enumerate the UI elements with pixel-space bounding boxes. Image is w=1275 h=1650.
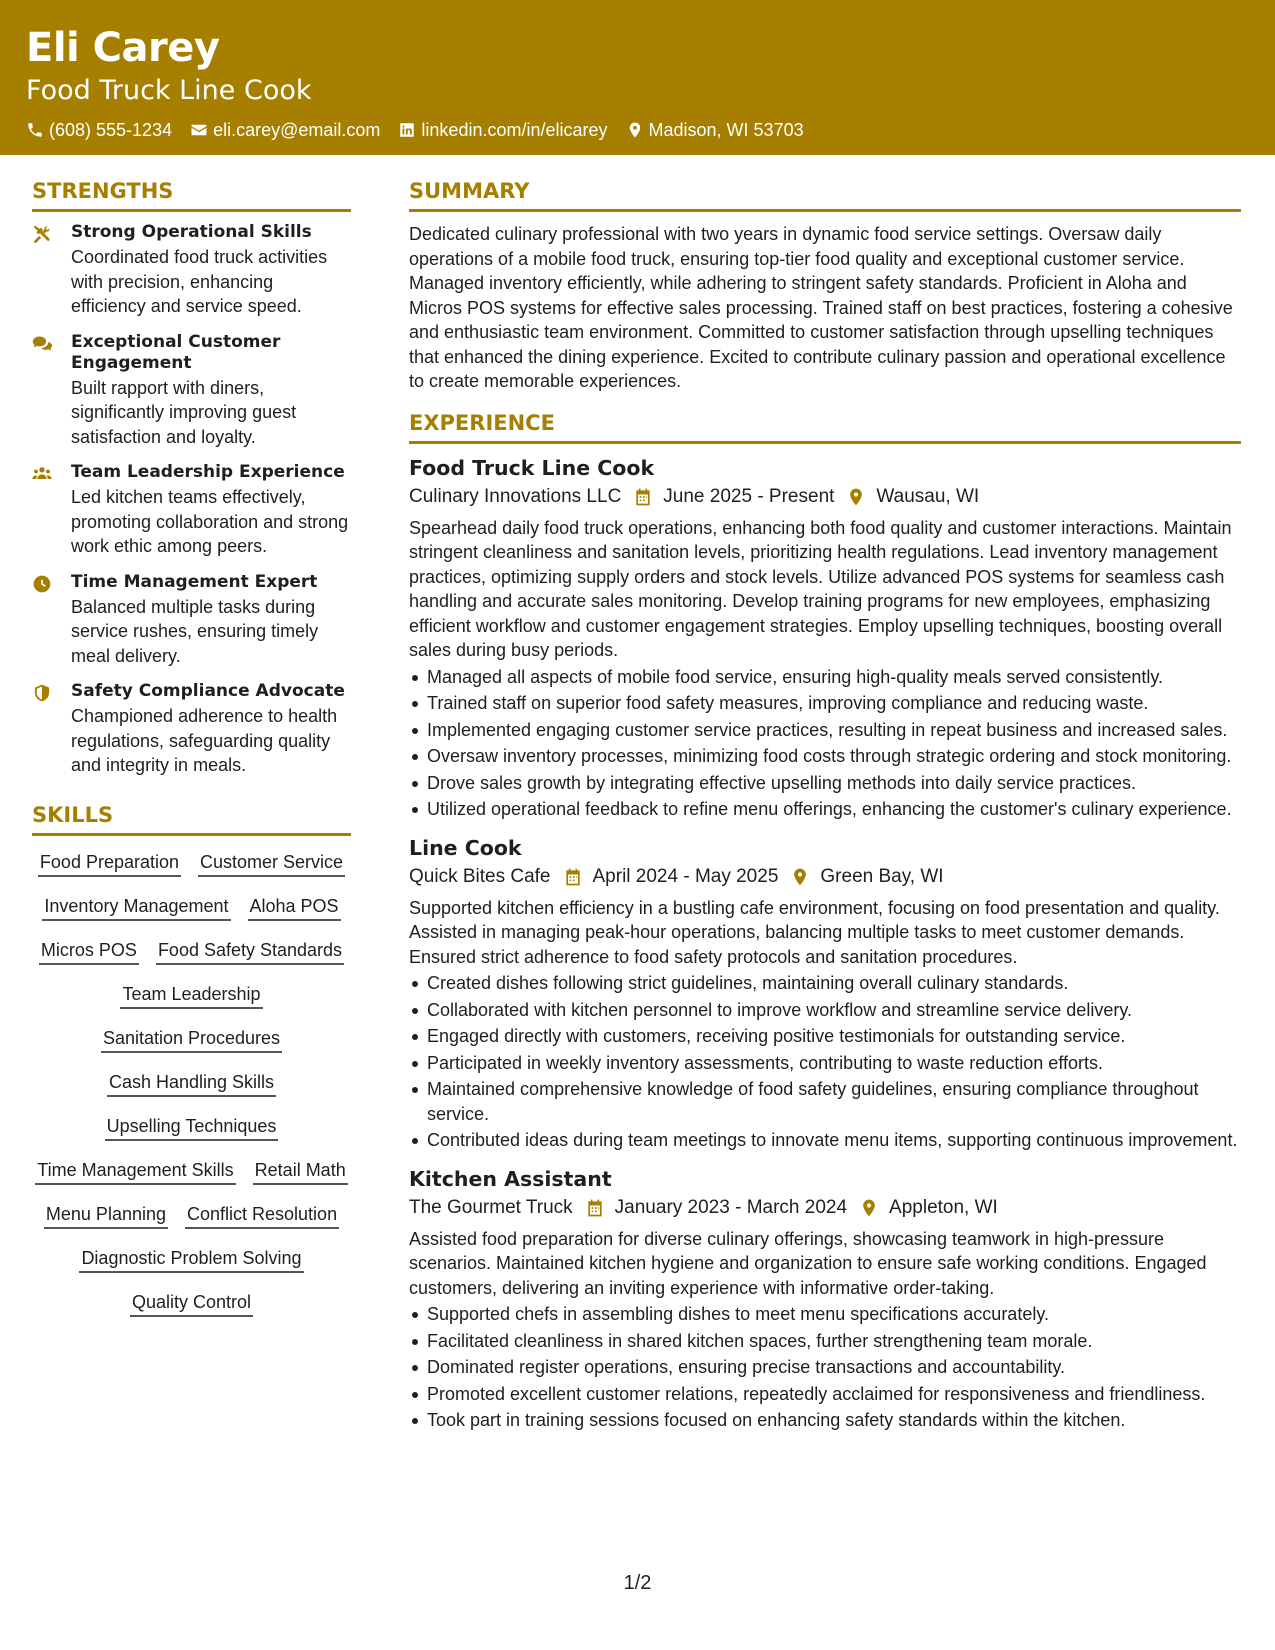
job-role: Line Cook <box>409 835 522 860</box>
job-bullet: Took part in training sessions focused on enhancing safety standards within the kitchen. <box>409 1408 1241 1433</box>
skill-tag: Team Leadership <box>120 982 262 1009</box>
job-company: Quick Bites Cafe <box>409 865 551 887</box>
job-bullet: Drove sales growth by integrating effective upselling methods into daily service practices. <box>409 771 1241 796</box>
skills-heading: SKILLS <box>32 800 351 836</box>
strength-title: Safety Compliance Advocate <box>71 681 345 701</box>
skill-tag: Retail Math <box>253 1158 348 1185</box>
map-marker-icon <box>859 1198 879 1218</box>
job-bullet: Dominated register operations, ensuring precise transactions and accountability. <box>409 1355 1241 1380</box>
job-bullet: Promoted excellent customer relations, repeatedly acclaimed for responsiveness and friendliness. <box>409 1382 1241 1407</box>
calendar-icon <box>633 487 653 507</box>
contact-linkedin[interactable] <box>398 118 607 142</box>
job-location: Green Bay, WI <box>820 865 944 887</box>
skill-tag: Customer Service <box>198 850 345 877</box>
map-marker-icon <box>626 121 644 139</box>
job-dates: January 2023 - March 2024 <box>614 1196 848 1218</box>
job-meta <box>409 482 1241 512</box>
strength-desc: Led kitchen teams effectively, promoting collaboration and strong work ethic among peers. <box>71 487 349 556</box>
summary-heading: SUMMARY <box>409 176 1241 212</box>
strength-item <box>32 572 351 669</box>
envelope-icon <box>190 121 208 139</box>
skills-list <box>32 850 351 1317</box>
job-role: Kitchen Assistant <box>409 1166 612 1191</box>
strength-desc: Built rapport with diners, significantly improving guest satisfaction and loyalty. <box>71 377 297 447</box>
strength-title: Exceptional Customer Engagement <box>71 331 281 373</box>
strengths-heading: STRENGTHS <box>32 176 351 212</box>
skill-tag: Conflict Resolution <box>185 1202 339 1229</box>
job-entry <box>409 834 1241 1153</box>
skill-tag: Aloha POS <box>248 894 341 921</box>
job-company: Culinary Innovations LLC <box>409 485 622 507</box>
job-bullet: Facilitated cleanliness in shared kitchen spaces, further strengthening team morale. <box>409 1329 1241 1354</box>
job-bullet: Collaborated with kitchen personnel to improve workflow and streamline service delivery. <box>409 998 1241 1023</box>
map-marker-icon <box>790 867 810 887</box>
right-column <box>409 176 1241 1445</box>
calendar-icon <box>585 1198 605 1218</box>
contact-linkedin-text[interactable]: linkedin.com/in/elicarey <box>421 120 608 140</box>
job-bullet: Managed all aspects of mobile food service, ensuring high-quality meals served consistently. <box>409 665 1241 690</box>
left-column <box>32 176 351 1317</box>
strength-desc: Balanced multiple tasks during service rushes, ensuring timely meal delivery. <box>71 596 319 666</box>
contact-phone-text: (608) 555-1234 <box>49 120 173 140</box>
job-bullet: Contributed ideas during team meetings to innovate menu items, supporting continuous improvement. <box>409 1128 1241 1153</box>
contact-bar <box>26 118 1275 142</box>
contact-location-text: Madison, WI 53703 <box>648 120 804 140</box>
contact-location <box>626 118 804 142</box>
strength-title: Team Leadership Experience <box>71 462 345 482</box>
job-bullets <box>409 971 1241 1153</box>
job-description: Spearhead daily food truck operations, enhancing both food quality and customer interactions. Maintain stringent cleanliness and sanitation levels, prioritizing health regulations. Lead inventory management practices, optimizing supply orders and stock levels. Utilize advanced POS systems for seamless cash handling and accurate sales monitoring. Develop training programs for new employees, emphasizing efficient workflow and customer engagement strategies. Employ upselling techniques, boosting overall sales during busy periods. <box>409 517 1232 660</box>
strength-title: Strong Operational Skills <box>71 222 312 242</box>
job-description: Assisted food preparation for diverse culinary offerings, showcasing teamwork in high-pressure scenarios. Maintained kitchen hygiene and organization to ensure safe working conditions. Engaged customers, delivering an inviting experience with informative order-taking. <box>409 1228 1207 1298</box>
strength-item <box>32 332 351 450</box>
shield-icon <box>32 683 54 703</box>
job-location: Wausau, WI <box>876 485 980 507</box>
skill-tag: Food Preparation <box>38 850 181 877</box>
job-location: Appleton, WI <box>889 1196 998 1218</box>
skill-tag: Quality Control <box>130 1290 253 1317</box>
strength-desc: Championed adherence to health regulations, safeguarding quality and integrity in meals. <box>71 706 338 775</box>
strength-item <box>32 222 351 319</box>
linkedin-icon <box>398 121 416 139</box>
skill-tag: Food Safety Standards <box>156 938 344 965</box>
users-icon <box>32 464 54 484</box>
strength-desc: Coordinated food truck activities with precision, enhancing efficiency and service speed. <box>71 247 328 316</box>
job-bullets <box>409 1302 1241 1433</box>
job-role: Food Truck Line Cook <box>409 455 655 480</box>
clock-icon <box>32 574 54 594</box>
job-bullet: Supported chefs in assembling dishes to meet menu specifications accurately. <box>409 1302 1241 1327</box>
contact-email[interactable] <box>190 118 380 142</box>
contact-email-text[interactable]: eli.carey@email.com <box>213 120 381 140</box>
job-description: Supported kitchen efficiency in a bustling cafe environment, focusing on food presentation and quality. Assisted in managing peak-hour operations, balancing multiple tasks to meet customer demands. Ensured strict adherence to food safety protocols and sanitation procedures. <box>409 897 1220 967</box>
job-bullet: Maintained comprehensive knowledge of food safety guidelines, ensuring compliance throughout service. <box>409 1077 1241 1126</box>
job-dates: April 2024 - May 2025 <box>592 865 779 887</box>
skill-tag: Sanitation Procedures <box>101 1026 282 1053</box>
job-bullet: Trained staff on superior food safety measures, improving compliance and reducing waste. <box>409 691 1241 716</box>
candidate-title: Food Truck Line Cook <box>26 75 312 106</box>
skill-tag: Inventory Management <box>42 894 230 921</box>
page-number: 1/2 <box>623 1572 652 1594</box>
candidate-name: Eli Carey <box>26 25 220 71</box>
comments-icon <box>32 334 54 354</box>
job-bullet: Utilized operational feedback to refine menu offerings, enhancing the customer's culinary experience. <box>409 797 1241 822</box>
job-bullets <box>409 665 1241 822</box>
job-meta <box>409 1193 1241 1223</box>
map-marker-icon <box>846 487 866 507</box>
strength-item <box>32 462 351 559</box>
experience-heading: EXPERIENCE <box>409 408 1241 444</box>
job-company: The Gourmet Truck <box>409 1196 573 1218</box>
job-bullet: Participated in weekly inventory assessments, contributing to waste reduction efforts. <box>409 1051 1241 1076</box>
job-dates: June 2025 - Present <box>663 485 835 507</box>
job-bullet: Implemented engaging customer service practices, resulting in repeat business and increased sales. <box>409 718 1241 743</box>
skill-tag: Menu Planning <box>44 1202 168 1229</box>
strength-title: Time Management Expert <box>71 571 318 592</box>
skill-tag: Cash Handling Skills <box>107 1070 276 1097</box>
job-meta <box>409 862 1241 892</box>
job-entry <box>409 1165 1241 1433</box>
job-bullet: Engaged directly with customers, receiving positive testimonials for outstanding service. <box>409 1024 1241 1049</box>
strength-item <box>32 681 351 778</box>
phone-icon <box>26 121 44 139</box>
skill-tag: Time Management Skills <box>35 1158 235 1185</box>
summary-text: Dedicated culinary professional with two years in dynamic food service settings. Oversaw daily operations of a mobile food truck, ensuring top-tier food quality and exceptional customer service. Managed inventory efficiently, while adhering to stringent safety standards. Proficient in Aloha and Micros POS systems for effective sales processing. Trained staff on best practices, fostering a cohesive and enthusiastic team environment. Committed to customer satisfaction through upselling techniques that enhanced the dining experience. Excited to contribute culinary passion and operational excellence to create memorable experiences. <box>409 224 1233 391</box>
job-entry <box>409 454 1241 822</box>
skill-tag: Micros POS <box>39 938 139 965</box>
skill-tag: Diagnostic Problem Solving <box>79 1246 303 1273</box>
contact-phone <box>26 118 172 142</box>
tools-icon <box>32 224 54 244</box>
skill-tag: Upselling Techniques <box>105 1114 279 1141</box>
resume-header <box>0 0 1275 155</box>
calendar-icon <box>563 867 583 887</box>
job-bullet: Oversaw inventory processes, minimizing food costs through strategic ordering and stock monitoring. <box>409 744 1241 769</box>
job-bullet: Created dishes following strict guidelines, maintaining overall culinary standards. <box>409 971 1241 996</box>
